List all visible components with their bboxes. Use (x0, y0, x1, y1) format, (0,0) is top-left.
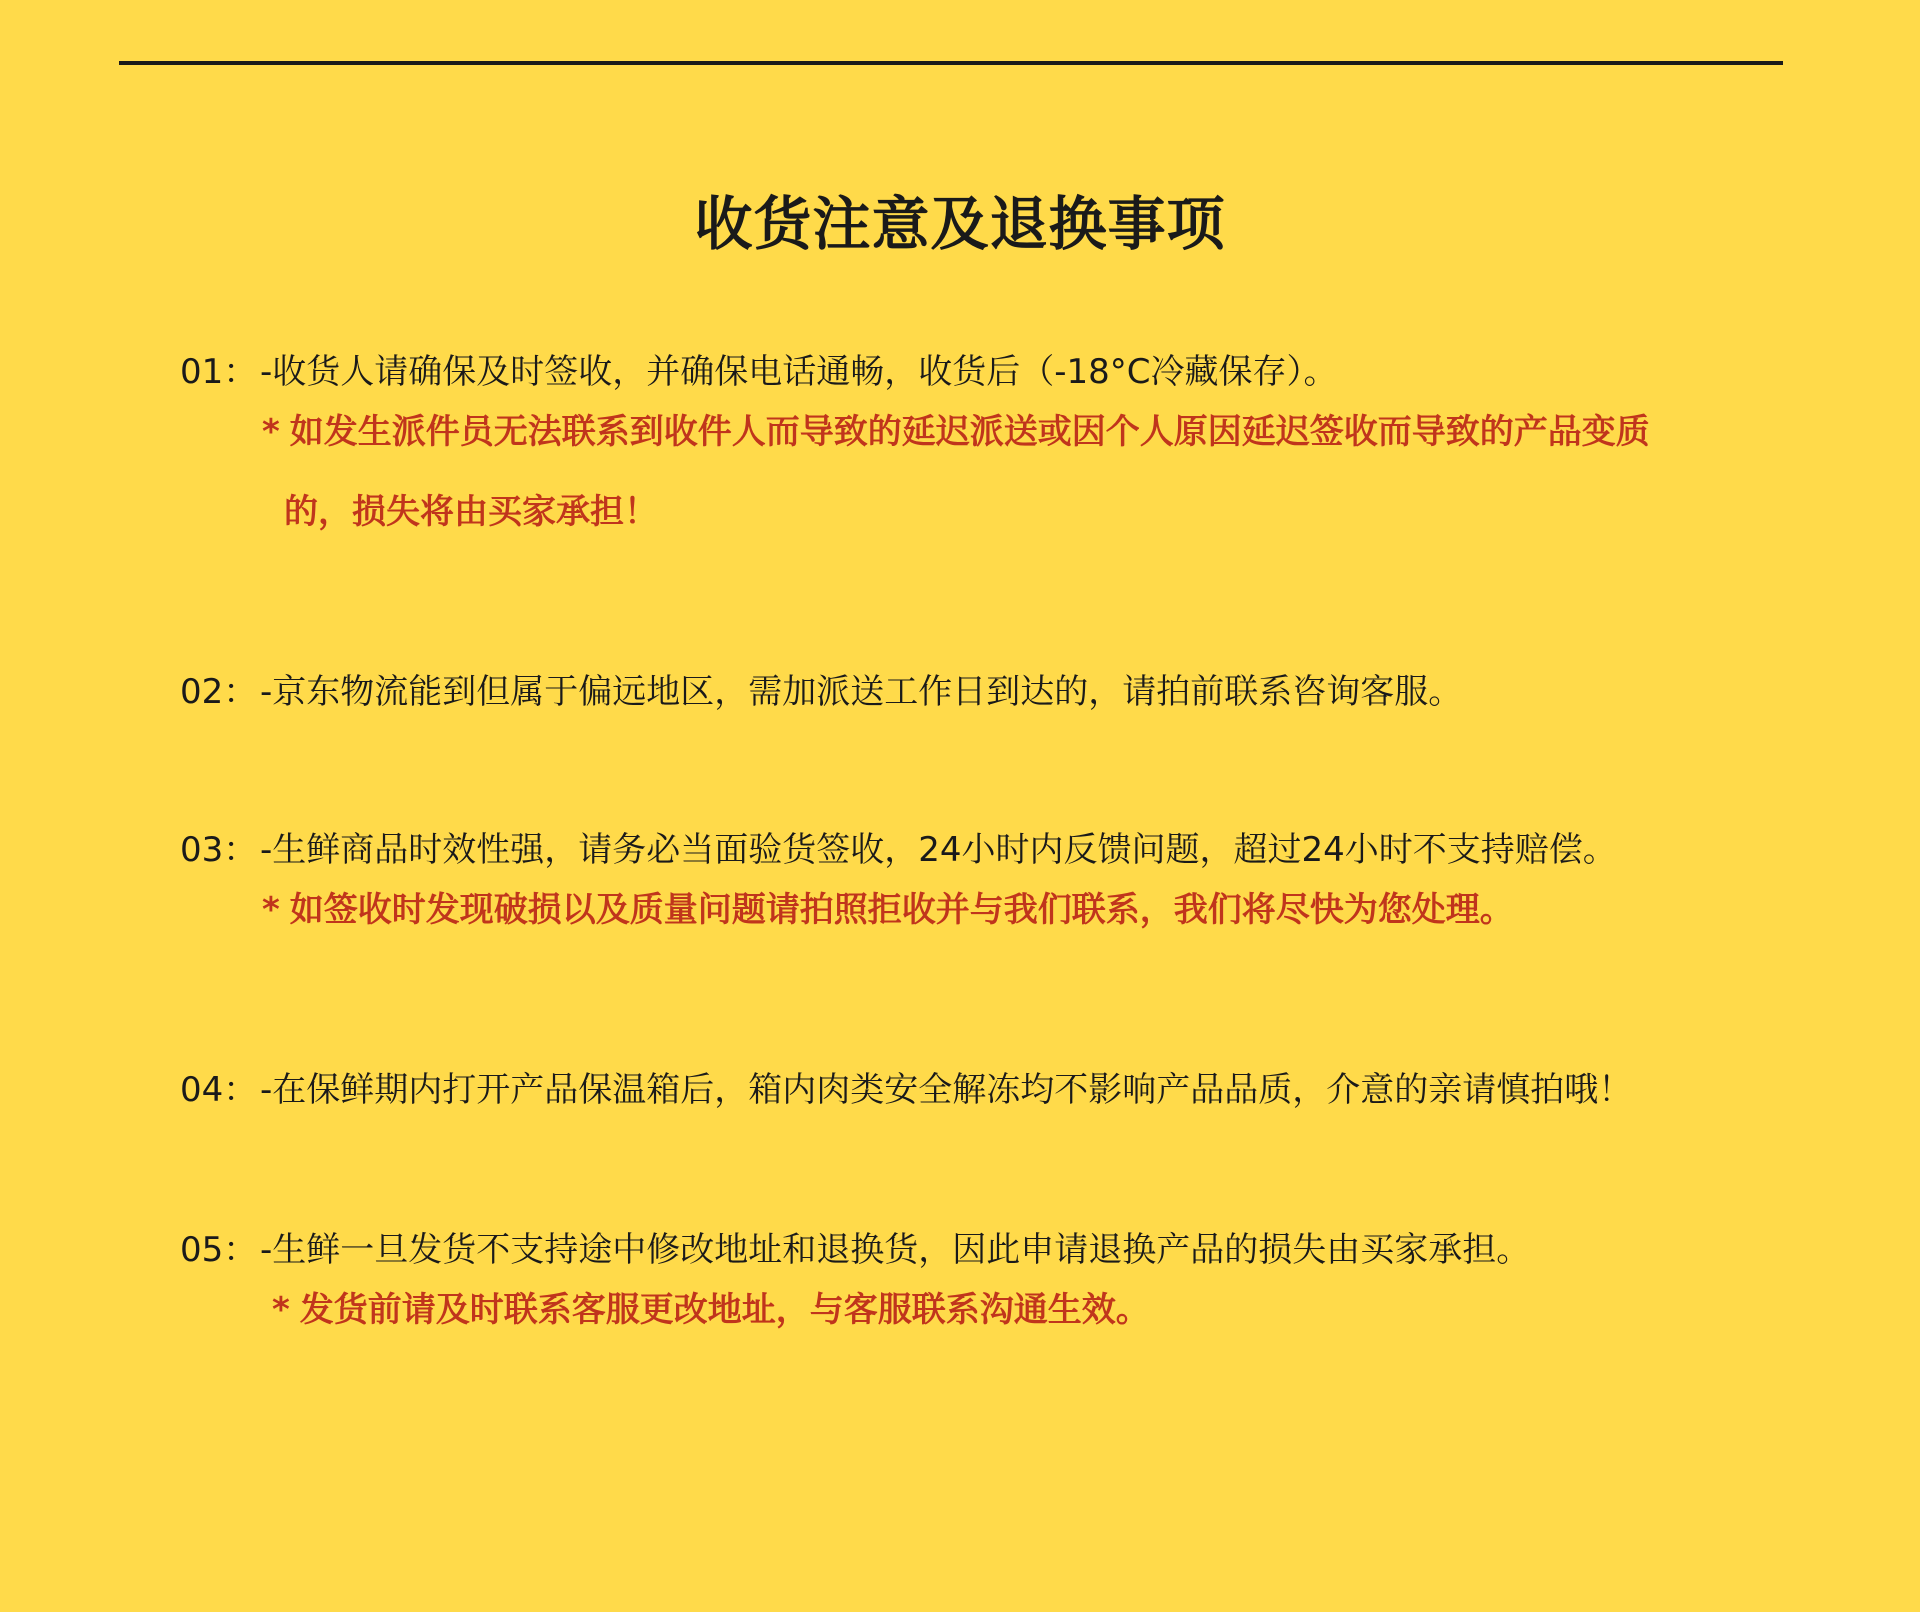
notice-item-main (180, 352, 1780, 392)
notice-item-note (180, 392, 1742, 552)
note-star: * (272, 1290, 290, 1330)
notice-item-main (180, 830, 1780, 870)
item-number: 05： (180, 1230, 258, 1270)
top-divider (119, 61, 1783, 65)
item-number: 03： (180, 830, 258, 870)
note-text-line1: 如签收时发现破损以及质量问题请拍照拒收并与我们联系，我们将尽快为您处理。 (289, 890, 1514, 930)
item-text: -在保鲜期内打开产品保温箱后，箱内肉类安全解冻均不影响产品品质，介意的亲请慎拍哦！ (260, 1070, 1633, 1110)
item-number: 01： (180, 352, 258, 392)
notice-item-05 (180, 1230, 1780, 1350)
notice-item-note (180, 1270, 1752, 1350)
item-number: 02： (180, 672, 258, 712)
notice-item-main (180, 1230, 1780, 1270)
note-star: * (262, 890, 280, 930)
notice-item-04 (180, 1070, 1780, 1110)
notice-item-03 (180, 830, 1780, 950)
notice-item-note (180, 870, 1742, 950)
note-text-line2: 的，损失将由买家承担！ (284, 492, 658, 532)
item-number: 04： (180, 1070, 258, 1110)
note-star: * (262, 412, 280, 452)
notice-item-01 (180, 352, 1780, 552)
notice-item-main (180, 1070, 1780, 1110)
item-text: -生鲜商品时效性强，请务必当面验货签收，24小时内反馈问题，超过24小时不支持赔偿。 (260, 830, 1617, 870)
note-text-line1: 发货前请及时联系客服更改地址，与客服联系沟通生效。 (299, 1290, 1150, 1330)
item-text: -生鲜一旦发货不支持途中修改地址和退换货，因此申请退换产品的损失由买家承担。 (260, 1230, 1531, 1270)
item-text: -京东物流能到但属于偏远地区，需加派送工作日到达的，请拍前联系咨询客服。 (260, 672, 1463, 712)
note-text-line1: 如发生派件员无法联系到收件人而导致的延迟派送或因个人原因延迟签收而导致的产品变质 (289, 412, 1650, 452)
item-text: -收货人请确保及时签收，并确保电话通畅，收货后（-18°C冷藏保存）。 (260, 352, 1338, 392)
notice-item-02 (180, 672, 1780, 712)
notice-item-main (180, 672, 1780, 712)
page-title: 收货注意及退换事项 (694, 190, 1226, 258)
